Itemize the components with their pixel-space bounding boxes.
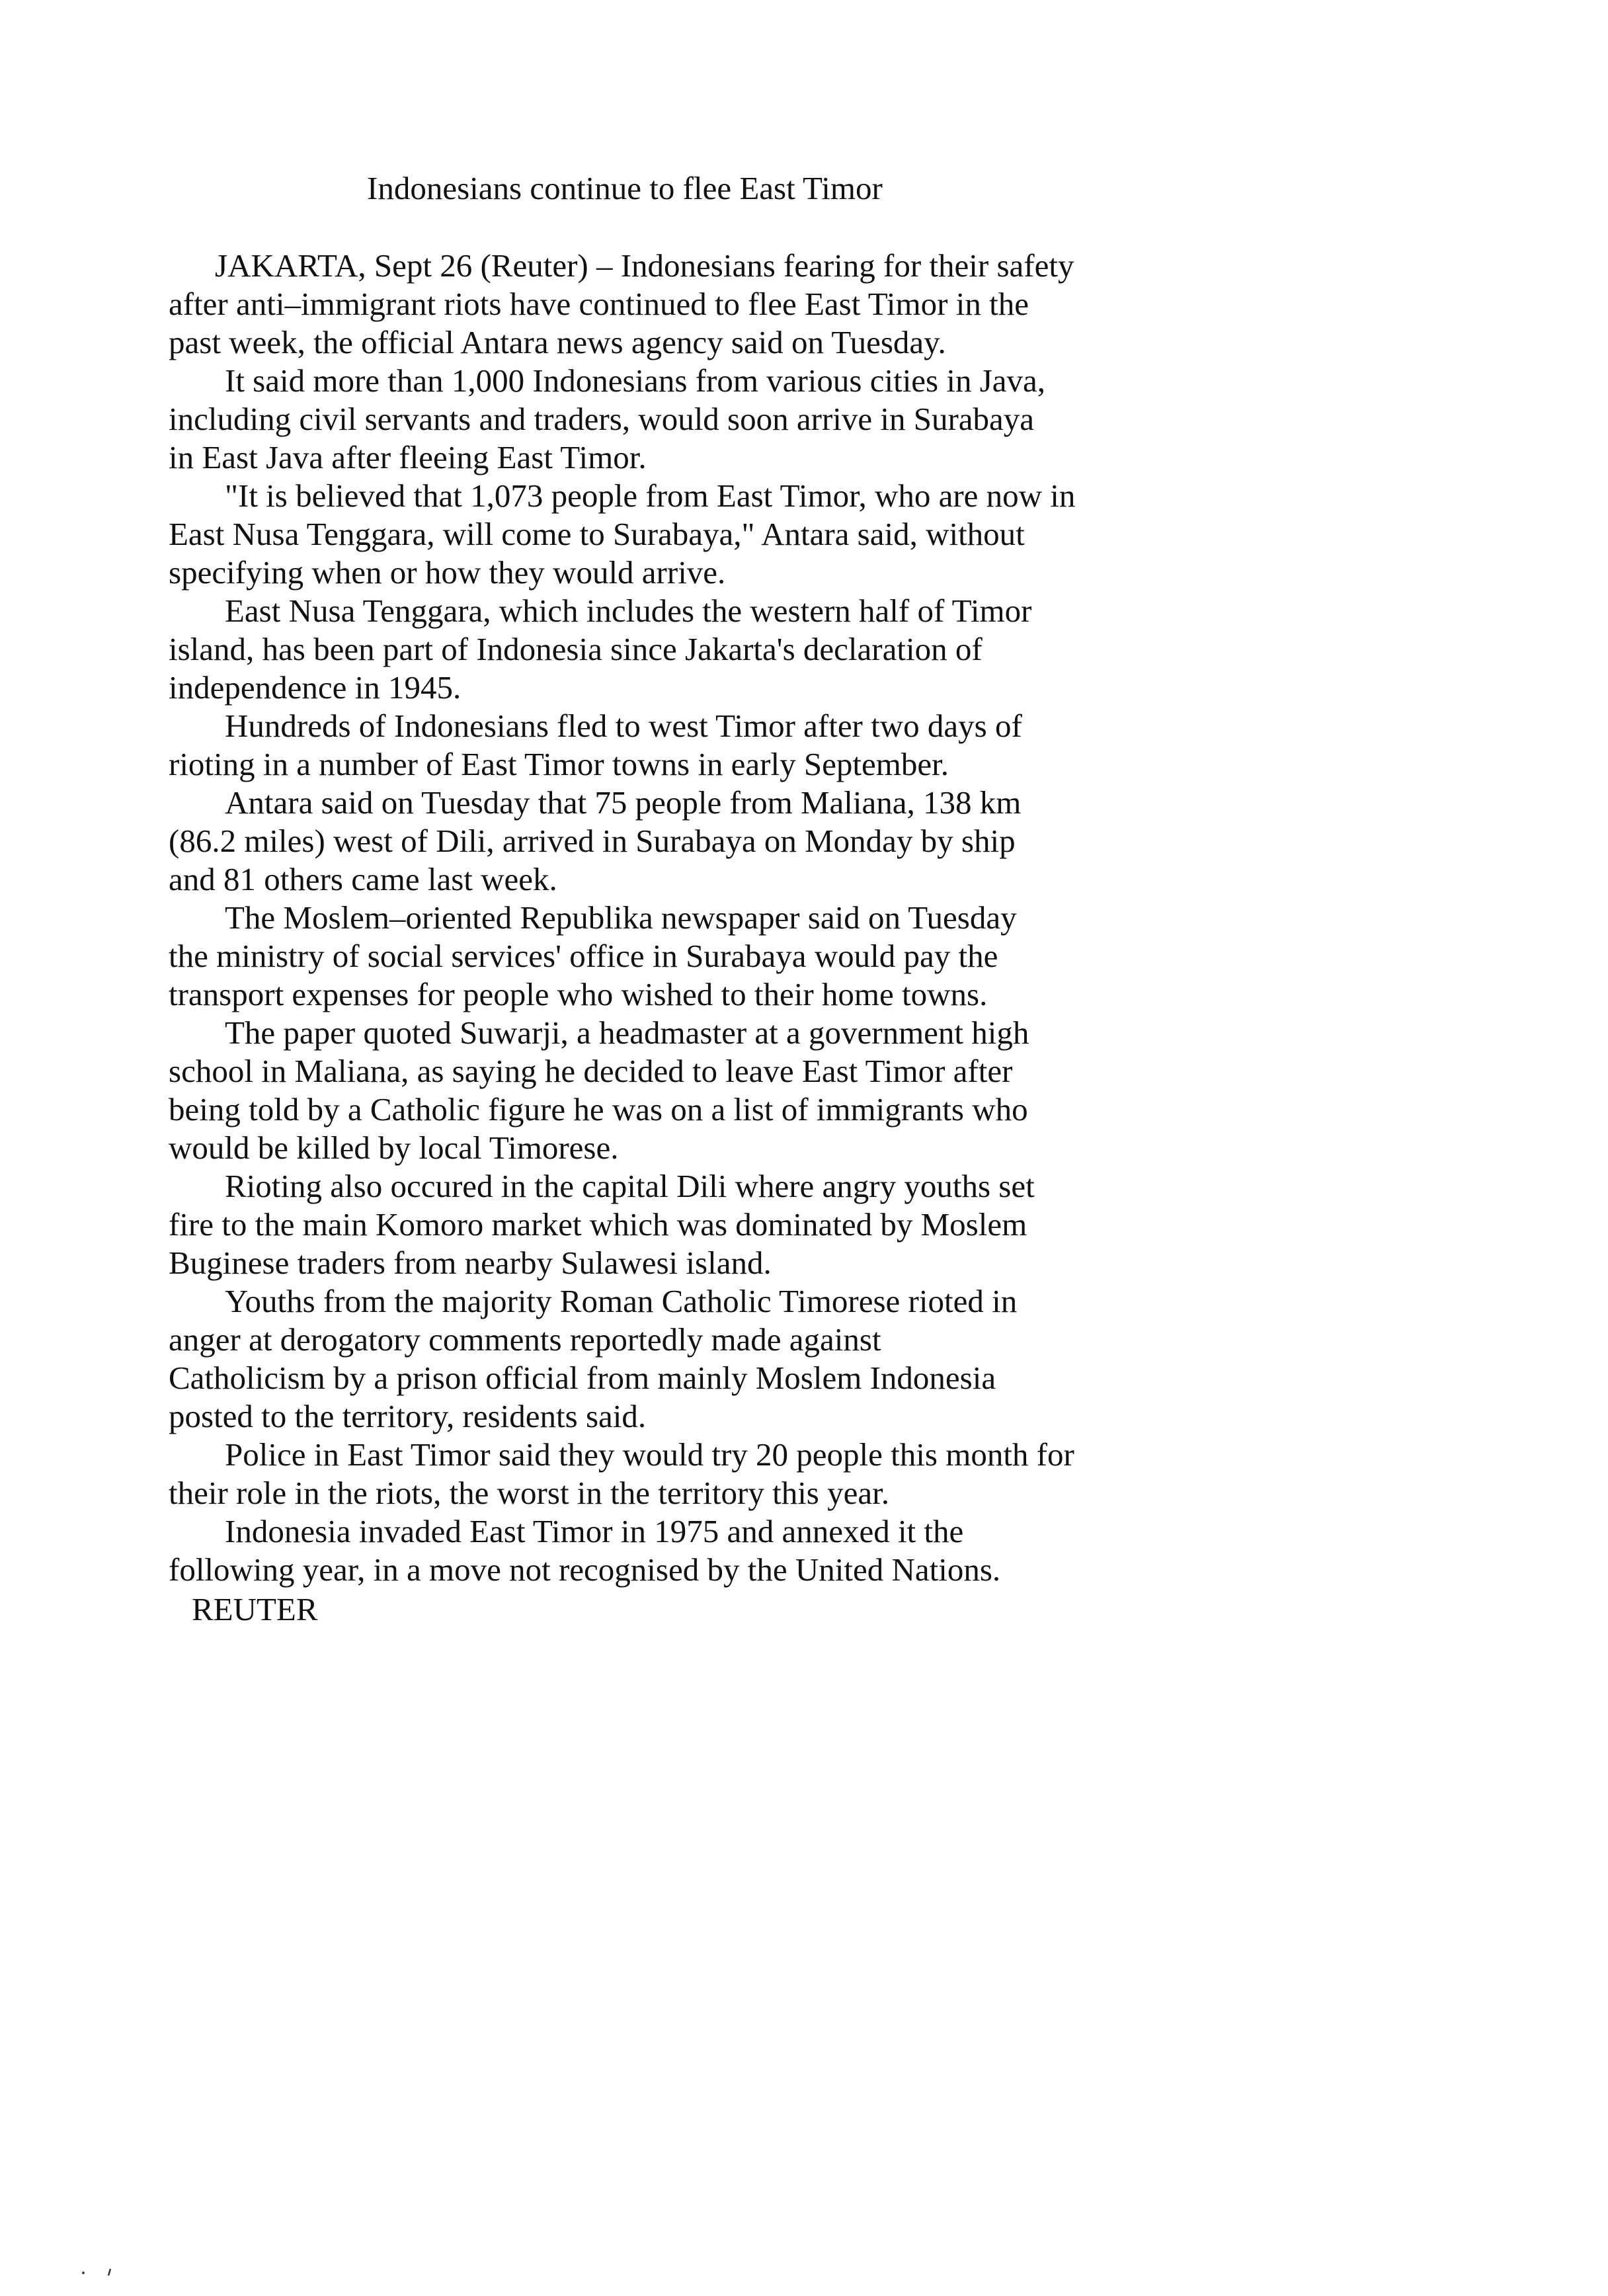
scan-specks [79,2265,119,2278]
paragraph-line: the ministry of social services' office in Surabaya would pay the [169,938,998,974]
article-signoff: REUTER [192,1591,318,1627]
paragraph-line: anger at derogatory comments reportedly made against [169,1321,881,1358]
paragraph-line: including civil servants and traders, would soon arrive in Surabaya [169,401,1035,437]
paragraph-line: Buginese traders from nearby Sulawesi island. [169,1245,772,1281]
paragraph-line: specifying when or how they would arrive. [169,554,726,591]
paragraph-line: and 81 others came last week. [169,861,557,897]
paragraph-line: transport expenses for people who wished to their home towns. [169,976,988,1012]
paragraph-line: Indonesia invaded East Timor in 1975 and annexed it the [225,1513,964,1549]
paragraph-line: school in Maliana, as saying he decided to leave East Timor after [169,1053,1013,1089]
paragraph-line: after anti–immigrant riots have continued to flee East Timor in the [169,286,1029,322]
paragraph-line: Catholicism by a prison official from mainly Moslem Indonesia [169,1360,996,1396]
paragraph-line: The paper quoted Suwarji, a headmaster at a government high [225,1014,1029,1051]
paragraph-line: Police in East Timor said they would try 20 people this month for [225,1436,1074,1473]
paragraph-line: would be killed by local Timorese. [169,1129,619,1166]
paragraph-line: The Moslem–oriented Republika newspaper said on Tuesday [225,899,1017,936]
paragraph-line: Hundreds of Indonesians fled to west Timor after two days of [225,708,1022,744]
paragraph-line: It said more than 1,000 Indonesians from various cities in Java, [225,362,1046,399]
paragraph-line: past week, the official Antara news agency said on Tuesday. [169,324,946,360]
paragraph-line: Youths from the majority Roman Catholic Timorese rioted in [225,1283,1018,1319]
paragraph-line: independence in 1945. [169,669,462,706]
paragraph-line: East Nusa Tenggara, will come to Surabaya," Antara said, without [169,516,1025,552]
paragraph-line: Rioting also occured in the capital Dili where angry youths set [225,1168,1035,1204]
paragraph-line: rioting in a number of East Timor towns in early September. [169,746,949,782]
paragraph-line: being told by a Catholic figure he was on a list of immigrants who [169,1091,1028,1128]
paragraph-line: island, has been part of Indonesia since Jakarta's declaration of [169,631,983,667]
paragraph-line: "It is believed that 1,073 people from East Timor, who are now in [225,477,1076,514]
paragraph-line: East Nusa Tenggara, which includes the western half of Timor [225,593,1032,629]
paragraph-line: (86.2 miles) west of Dili, arrived in Surabaya on Monday by ship [169,823,1016,859]
paragraph-line: fire to the main Komoro market which was dominated by Moslem [169,1206,1027,1243]
article-headline: Indonesians continue to flee East Timor [367,170,883,206]
paragraph-line: their role in the riots, the worst in the territory this year. [169,1475,889,1511]
paragraph-line: posted to the territory, residents said. [169,1398,647,1434]
paragraph-line: Antara said on Tuesday that 75 people from Maliana, 138 km [225,784,1022,821]
paragraph-line: JAKARTA, Sept 26 (Reuter) – Indonesians fearing for their safety [215,247,1074,284]
paragraph-line: in East Java after fleeing East Timor. [169,439,647,475]
paragraph-line: following year, in a move not recognised by the United Nations. [169,1551,1001,1588]
